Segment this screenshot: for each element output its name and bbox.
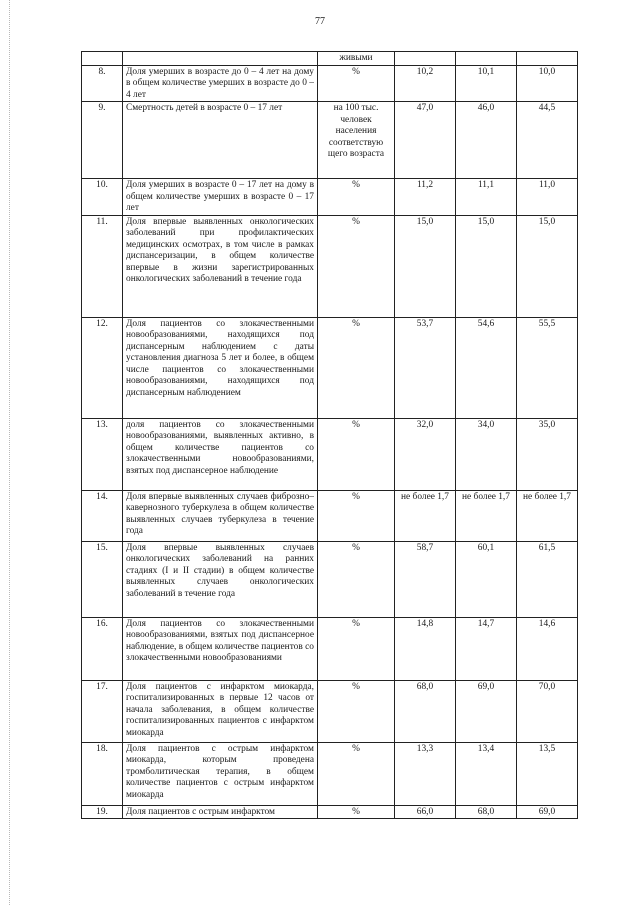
table-cell-num: 17. <box>82 680 123 742</box>
page-number: 77 <box>315 16 325 27</box>
table-cell-num: 10. <box>82 179 123 216</box>
table-cell-value: 68,0 <box>395 680 456 742</box>
table-cell-name: Смертность детей в возрасте 0 – 17 лет <box>123 102 318 179</box>
table-cell-value: 14,8 <box>395 617 456 680</box>
table-cell-value <box>395 52 456 66</box>
table-row <box>82 617 578 680</box>
table-cell-unit: % <box>318 541 395 617</box>
table-cell-value: 70,0 <box>517 680 578 742</box>
table-cell-name: доля пациентов со злокачественными новообразованиями, выявленных активно, в общем количестве пациентов со злокачественными новообразованиями, взятых под диспансерное наблюдение <box>123 418 318 490</box>
table-row <box>82 179 578 216</box>
table-cell-num: 15. <box>82 541 123 617</box>
table-cell-value: 68,0 <box>456 805 517 819</box>
table-cell-value: 11,2 <box>395 179 456 216</box>
table-cell-value: 15,0 <box>395 215 456 317</box>
table-cell-value: 46,0 <box>456 102 517 179</box>
table-row <box>82 215 578 317</box>
table-cell-name: Доля пациентов с острым инфарктом <box>123 805 318 819</box>
table-cell-value: 61,5 <box>517 541 578 617</box>
table-cell-value: 10,1 <box>456 65 517 102</box>
table-cell-value: 14,6 <box>517 617 578 680</box>
table-cell-name <box>123 52 318 66</box>
table-cell-value: 14,7 <box>456 617 517 680</box>
table-cell-name: Доля впервые выявленных онкологических заболеваний при профилактических медицинских осмотрах, в том числе в рамках диспансеризации, в общем количестве впервые в жизни зарегистрированных онкологических заболеваний в течение года <box>123 215 318 317</box>
table-cell-num <box>82 52 123 66</box>
table-cell-num: 14. <box>82 490 123 541</box>
table-row <box>82 102 578 179</box>
table-cell-value: 10,0 <box>517 65 578 102</box>
table-row-continuation <box>82 52 578 66</box>
table-cell-unit: % <box>318 317 395 418</box>
table-cell-name: Доля пациентов с острым инфарктом миокарда, которым проведена тромболитическая терапия, в общем количестве пациентов с острым инфарктом миокарда <box>123 742 318 805</box>
table-cell-value: 35,0 <box>517 418 578 490</box>
table-row <box>82 805 578 819</box>
table-cell-value <box>456 52 517 66</box>
table-cell-value: 60,1 <box>456 541 517 617</box>
table-row <box>82 680 578 742</box>
table-cell-value: 69,0 <box>456 680 517 742</box>
table-cell-value: 11,1 <box>456 179 517 216</box>
table-cell-value: 58,7 <box>395 541 456 617</box>
table-cell-num: 16. <box>82 617 123 680</box>
table-cell-value: 55,5 <box>517 317 578 418</box>
table-row <box>82 65 578 102</box>
table-cell-unit: % <box>318 179 395 216</box>
table-cell-name: Доля пациентов со злокачественными новообразованиями, взятых под диспансерное наблюдение, в общем количестве пациентов со злокачественными новообразованиями <box>123 617 318 680</box>
table-cell-num: 12. <box>82 317 123 418</box>
table-cell-unit: живыми <box>318 52 395 66</box>
table-cell-unit: % <box>318 742 395 805</box>
table-cell-value: не более 1,7 <box>456 490 517 541</box>
table-cell-num: 19. <box>82 805 123 819</box>
table-cell-value: 13,5 <box>517 742 578 805</box>
table-cell-value: 53,7 <box>395 317 456 418</box>
table-cell-value: 66,0 <box>395 805 456 819</box>
table-cell-value: 69,0 <box>517 805 578 819</box>
table-row <box>82 317 578 418</box>
table-cell-value: 34,0 <box>456 418 517 490</box>
table-cell-unit: % <box>318 418 395 490</box>
table-cell-unit: на 100 тыс. человек населения соответствую щего возраста <box>318 102 395 179</box>
table-cell-unit: % <box>318 680 395 742</box>
table-cell-name: Доля умерших в возрасте до 0 – 4 лет на дому в общем количестве умерших в возрасте до 0 – 4 лет <box>123 65 318 102</box>
table-cell-value: 44,5 <box>517 102 578 179</box>
table-cell-unit: % <box>318 617 395 680</box>
table-cell-value: не более 1,7 <box>395 490 456 541</box>
table-cell-unit: % <box>318 65 395 102</box>
table-row <box>82 490 578 541</box>
table-cell-value: 11,0 <box>517 179 578 216</box>
table-cell-value: 47,0 <box>395 102 456 179</box>
table-cell-unit: % <box>318 215 395 317</box>
table-cell-value: 13,4 <box>456 742 517 805</box>
table-cell-value: 54,6 <box>456 317 517 418</box>
table-row <box>82 742 578 805</box>
table-cell-num: 11. <box>82 215 123 317</box>
table-cell-name: Доля впервые выявленных случаев онкологических заболеваний на ранних стадиях (I и II стадии) в общем количестве выявленных случаев онкологических заболеваний в течение года <box>123 541 318 617</box>
table-cell-unit: % <box>318 805 395 819</box>
table-cell-value: 13,3 <box>395 742 456 805</box>
scan-edge-line <box>9 0 10 905</box>
table-cell-unit: % <box>318 490 395 541</box>
table-cell-value: не более 1,7 <box>517 490 578 541</box>
table-cell-name: Доля пациентов со злокачественными новообразованиями, находящихся под диспансерным наблюдением с даты установления диагноза 5 лет и более, в общем числе пациентов со злокачественными новообразованиями, находящихся под диспансерным наблюдением <box>123 317 318 418</box>
table-row <box>82 541 578 617</box>
table-cell-value: 15,0 <box>456 215 517 317</box>
indicators-table <box>81 51 578 819</box>
table-cell-value: 32,0 <box>395 418 456 490</box>
table-cell-name: Доля пациентов с инфарктом миокарда, госпитализированных в первые 12 часов от начала заболевания, в общем количестве госпитализированных пациентов с инфарктом миокарда <box>123 680 318 742</box>
table-cell-num: 18. <box>82 742 123 805</box>
table-cell-name: Доля умерших в возрасте 0 – 17 лет на дому в общем количестве умерших в возрасте 0 – 17 лет <box>123 179 318 216</box>
table-cell-num: 13. <box>82 418 123 490</box>
table-row <box>82 418 578 490</box>
table-cell-num: 9. <box>82 102 123 179</box>
table-cell-value: 15,0 <box>517 215 578 317</box>
table-cell-name: Доля впервые выявленных случаев фиброзно–кавернозного туберкулеза в общем количестве выявленных случаев туберкулеза в течение года <box>123 490 318 541</box>
table-cell-value: 10,2 <box>395 65 456 102</box>
table-cell-num: 8. <box>82 65 123 102</box>
table-cell-value <box>517 52 578 66</box>
